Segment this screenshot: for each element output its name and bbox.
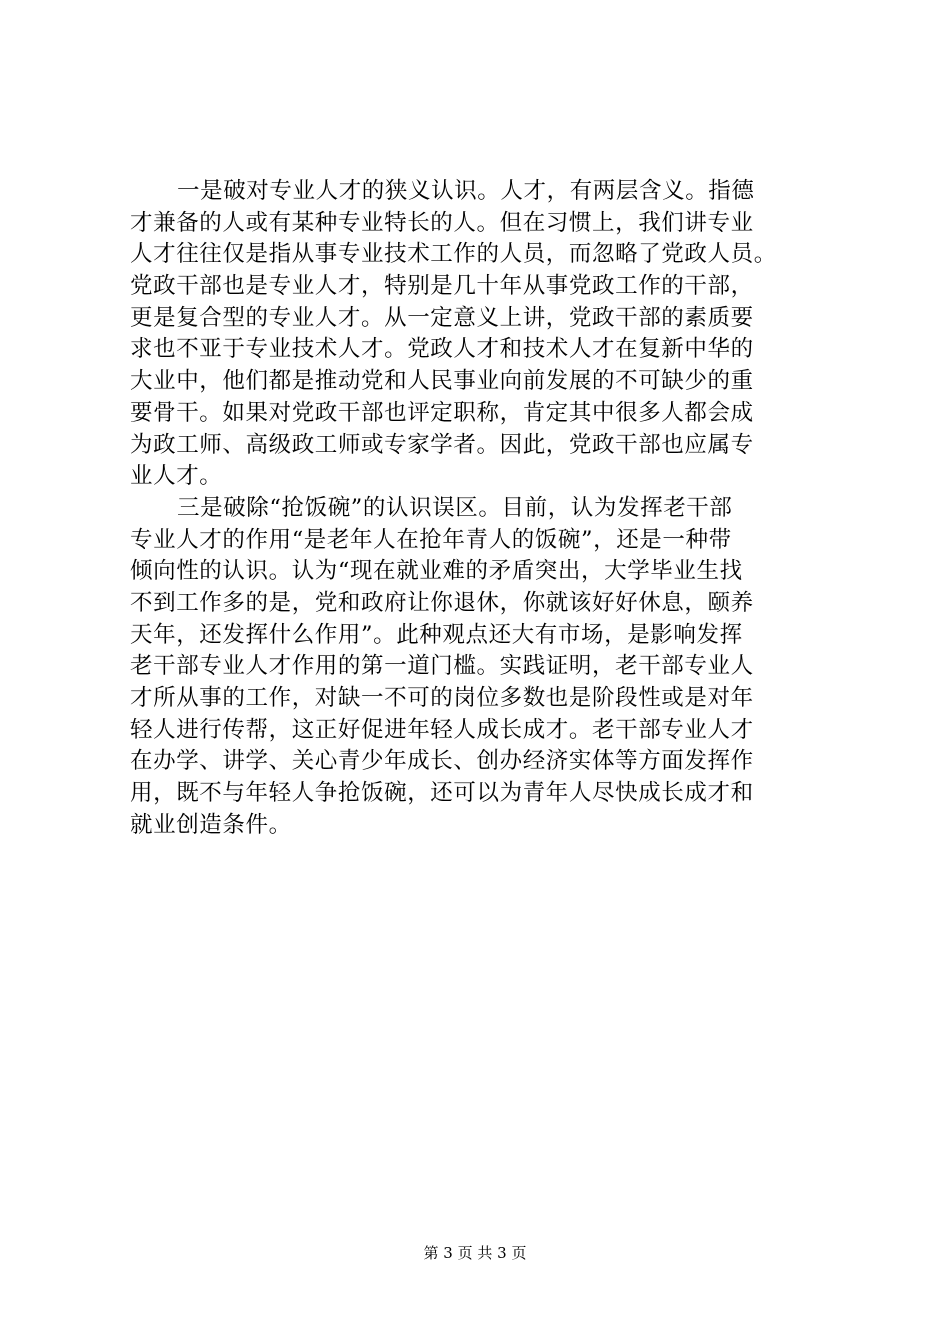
text-line: 不到工作多的是，党和政府让你退休，你就该好好休息，颐养 — [130, 589, 754, 616]
text-line: 轻人进行传帮，这正好促进年轻人成长成才。老干部专业人才 — [130, 716, 754, 743]
text-line: 倾向性的认识。认为“现在就业难的矛盾突出，大学毕业生找 — [130, 558, 743, 585]
text-line: 要骨干。如果对党政干部也评定职称，肯定其中很多人都会成 — [130, 399, 754, 426]
text-line: 为政工师、高级政工师或专家学者。因此，党政干部也应属专 — [130, 431, 754, 458]
text-line: 业人才。 — [130, 463, 223, 490]
text-line: 一是破对专业人才的狭义认识。人才，有两层含义。指德 — [177, 178, 755, 204]
text-line: 才所从事的工作，对缺一不可的岗位多数也是阶段性或是对年 — [130, 685, 754, 711]
text-line: 老干部专业人才作用的第一道门槛。实践证明，老干部专业人 — [130, 653, 754, 680]
text-line: 在办学、讲学、关心青少年成长、创办经济实体等方面发挥作 — [130, 748, 754, 775]
text-line: 求也不亚于专业技术人才。党政人才和技术人才在复新中华的 — [130, 336, 754, 363]
paragraph-1 — [130, 176, 840, 493]
paragraph-2 — [130, 493, 840, 842]
page-number-footer: 第 3 页 共 3 页 — [423, 1244, 527, 1262]
text-line: 就业创造条件。 — [130, 811, 292, 838]
text-line: 人才往往仅是指从事专业技术工作的人员，而忽略了党政人员。 — [130, 241, 777, 268]
text-line: 党政干部也是专业人才，特别是几十年从事党政工作的干部， — [130, 273, 754, 300]
text-line: 专业人才的作用“是老年人在抢年青人的饭碗”，还是一种带 — [130, 526, 732, 553]
text-line: 三是破除“抢饭碗”的认识误区。目前，认为发挥老干部 — [177, 494, 733, 521]
body-text — [130, 176, 840, 841]
text-line: 天年，还发挥什么作用”。此种观点还大有市场，是影响发挥 — [130, 621, 743, 648]
text-line: 才兼备的人或有某种专业特长的人。但在习惯上，我们讲专业 — [130, 209, 754, 236]
text-line: 用，既不与年轻人争抢饭碗，还可以为青年人尽快成长成才和 — [130, 780, 754, 807]
text-line: 大业中，他们都是推动党和人民事业向前发展的不可缺少的重 — [130, 368, 754, 395]
text-line: 更是复合型的专业人才。从一定意义上讲，党政干部的素质要 — [130, 304, 754, 331]
